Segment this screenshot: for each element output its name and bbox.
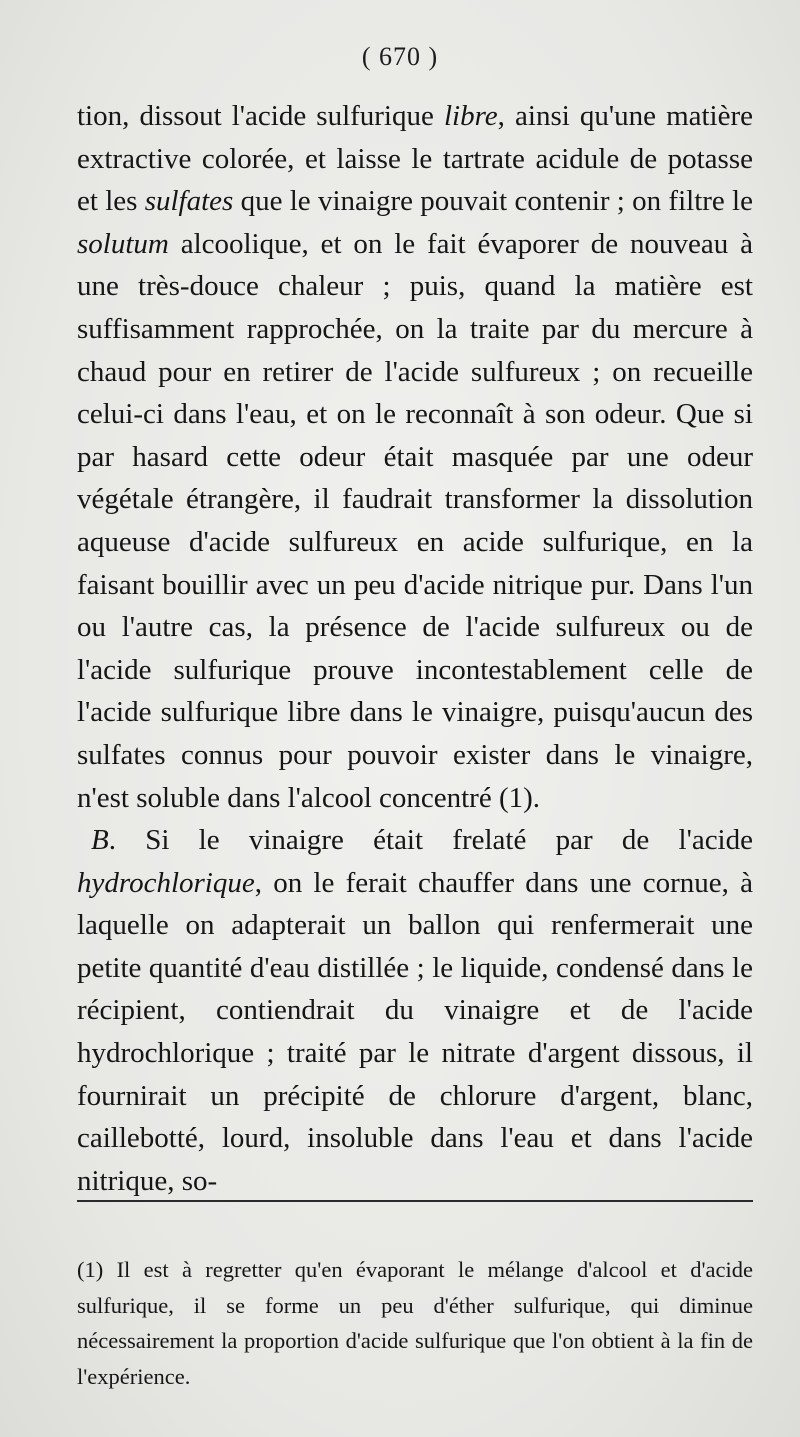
italic-term-hydrochlorique: hydrochlorique (77, 866, 255, 899)
paragraph-b (77, 819, 753, 1202)
footnote: (1) Il est à regretter qu'en évaporant le mélange d'alcool et d'acide sulfurique, il se forme un peu d'éther sulfurique, qui diminue nécessairement la proportion d'acide sulfurique que l'on obtient à la fin de l'expérience. (77, 1257, 753, 1389)
text-run: que le vinaigre pouvait contenir ; on filtre le (233, 185, 753, 218)
footnote-separator (77, 1200, 753, 1202)
main-text (77, 95, 753, 1202)
italic-term-sulfates: sulfates (144, 185, 234, 218)
page-number: ( 670 ) (361, 42, 439, 71)
section-letter-b: B (91, 824, 109, 857)
text-run: , ainsi qu'une matière extractive colorée, et laisse le tartrate acidule de potasse et les (77, 100, 754, 218)
italic-term-libre: libre (443, 100, 498, 132)
text-run: . Si le vinaigre était frelaté par de l'acide (108, 824, 753, 857)
paragraph-continuation (77, 95, 753, 819)
text-run: , on le ferait chauffer dans une cornue, à laquelle on adapterait un ballon qui renfermerait une petite quantité d'eau distillée ; le liquide, condensé dans le récipient, contiendrait du vinaigre et de l'acide hydrochlorique ; traité par le nitrate d'argent dissous, il fournirait un précipité de chlorure d'argent, blanc, caillebotté, lourd, insoluble dans l'eau et dans l'acide nitrique, so- (77, 866, 753, 1197)
italic-term-solutum: solutum (77, 227, 169, 260)
text-run: tion, dissout l'acide sulfurique (77, 100, 444, 132)
text-run: alcoolique, et on le fait évaporer de nouveau à une très-douce chaleur ; puis, quand la matière est suffisamment rapprochée, on la traite par du mercure à chaud pour en retirer de l'acide sulfureux ; on recueille celui-ci dans l'eau, et on le reconnaît à son odeur. Que si par hasard cette odeur était masquée par une odeur végétale étrangère, il faudrait transformer la dissolution aqueuse d'acide sulfureux en acide sulfurique, en la faisant bouillir avec un peu d'acide nitrique pur. Dans l'un ou l'autre cas, la présence de l'acide sulfureux ou de l'acide sulfurique prouve incontestablement celle de l'acide sulfurique libre dans le vinaigre, puisqu'aucun des sulfates connus pour pouvoir exister dans le vinaigre, n'est soluble dans l'alcool concentré (1). (77, 227, 753, 814)
